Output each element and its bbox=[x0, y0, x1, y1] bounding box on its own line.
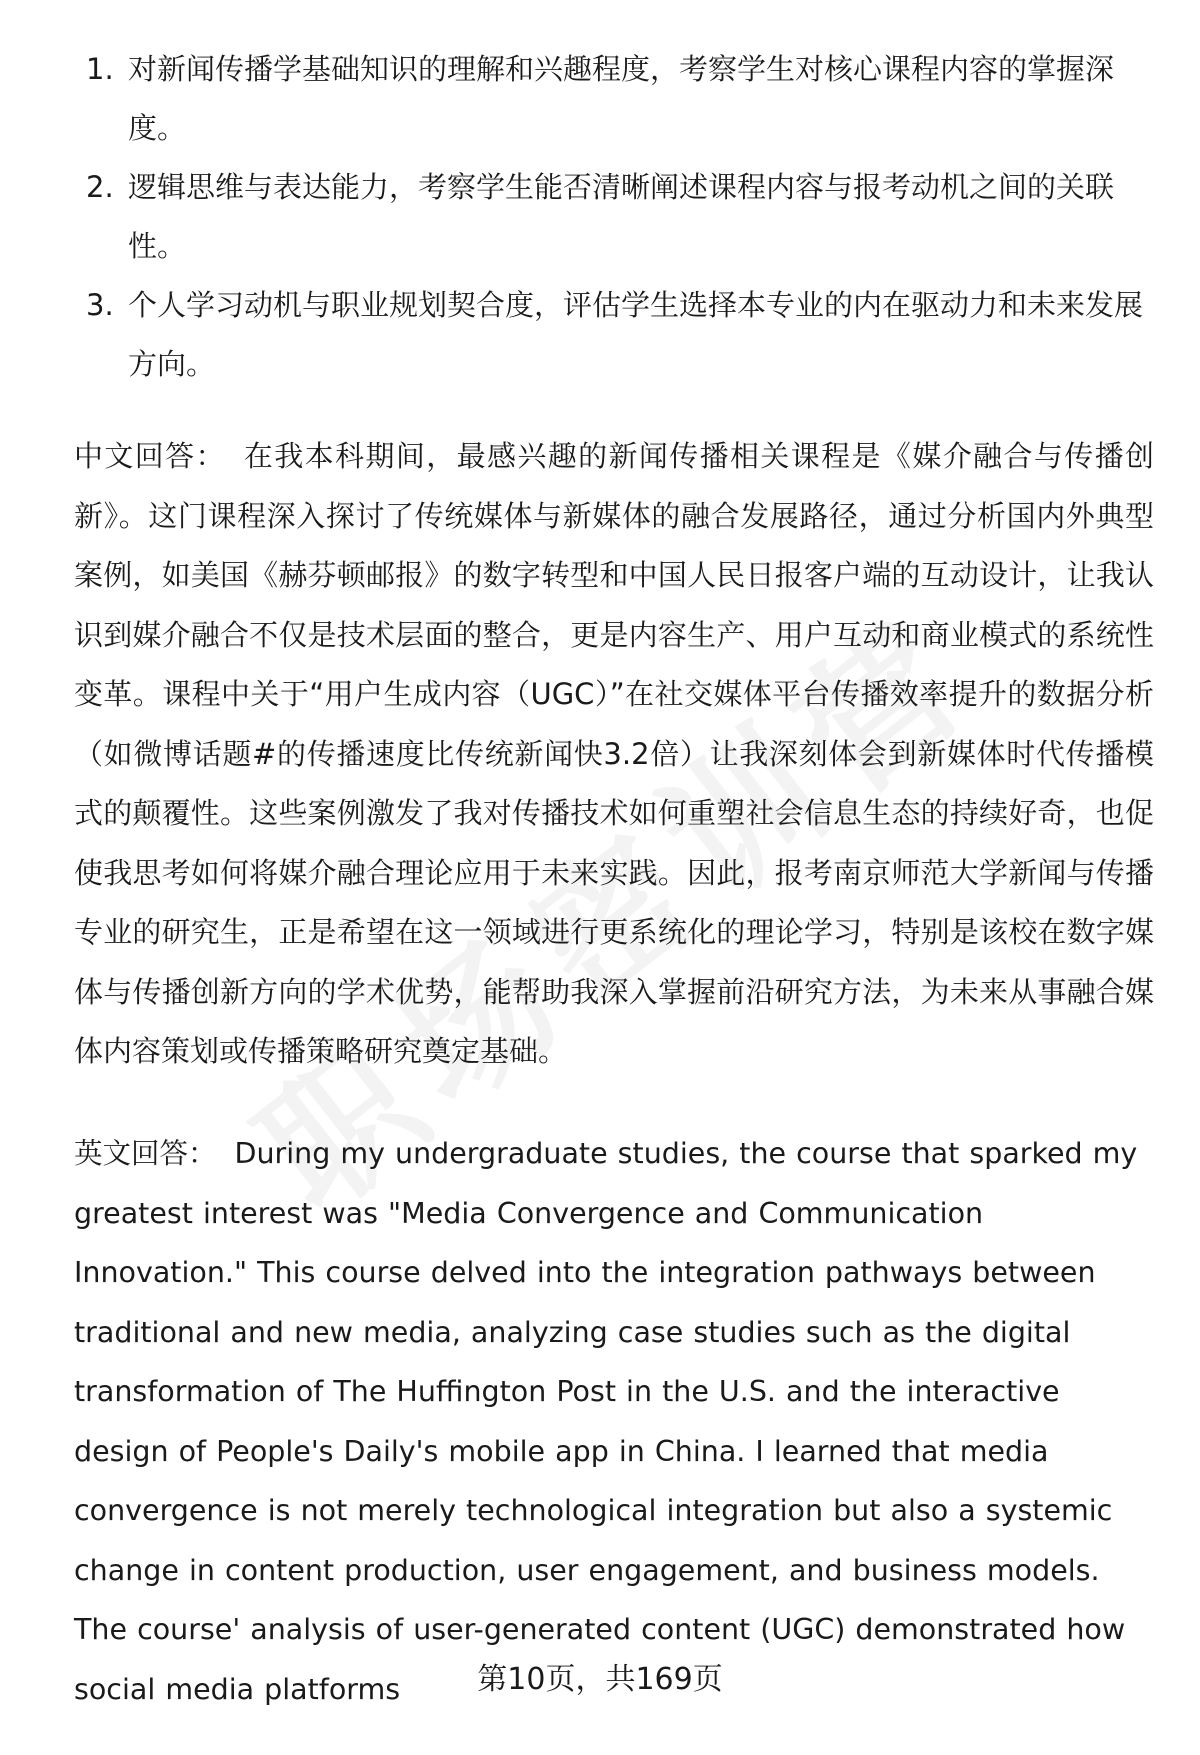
chinese-answer-label: 中文回答： bbox=[74, 439, 226, 473]
list-item bbox=[74, 40, 1154, 158]
english-answer-text: During my undergraduate studies, the course that sparked my greatest interest was "Media Convergence and Communication Innovation." This course delved into the integration pathways between traditional and new media, analyzing case studies such as the digital transformation of The Huffington Post in the U.S. and the interactive design of People's Daily's mobile app in China. I learned that media convergence is not merely technological integration but also a systemic change in content production, user engagement, and business models. The course' analysis of user-generated content (UGC) demonstrated how social media platforms bbox=[74, 1137, 1138, 1706]
page-number: 第10页，共169页 bbox=[477, 1662, 723, 1697]
list-number: 1. bbox=[86, 52, 114, 86]
chinese-answer-text: 在我本科期间，最感兴趣的新闻传播相关课程是《媒介融合与传播创新》。这门课程深入探讨了传统媒体与新媒体的融合发展路径，通过分析国内外典型案例，如美国《赫芬顿邮报》的数字转型和中国人民日报客户端的互动设计，让我认识到媒介融合不仅是技术层面的整合，更是内容生产、用户互动和商业模式的系统性变革。课程中关于“用户生成内容（UGC）”在社交媒体平台传播效率提升的数据分析（如微博话题#的传播速度比传统新闻快3.2倍）让我深刻体会到新媒体时代传播模式的颠覆性。这些案例激发了我对传播技术如何重塑社会信息生态的持续好奇，也促使我思考如何将媒介融合理论应用于未来实践。因此，报考南京师范大学新闻与传播专业的研究生，正是希望在这一领域进行更系统化的理论学习，特别是该校在数字媒体与传播创新方向的学术优势，能帮助我深入掌握前沿研究方法，为未来从事融合媒体内容策划或传播策略研究奠定基础。 bbox=[74, 439, 1154, 1068]
list-text: 逻辑思维与表达能力，考察学生能否清晰阐述课程内容与报考动机之间的关联性。 bbox=[128, 170, 1115, 263]
list-text: 对新闻传播学基础知识的理解和兴趣程度，考察学生对核心课程内容的掌握深度。 bbox=[128, 52, 1115, 145]
list-item bbox=[74, 276, 1154, 394]
list-text: 个人学习动机与职业规划契合度，评估学生选择本专业的内在驱动力和未来发展方向。 bbox=[128, 288, 1144, 381]
english-answer-paragraph bbox=[74, 1124, 1154, 1719]
list-number: 3. bbox=[86, 288, 114, 322]
chinese-answer-paragraph bbox=[74, 427, 1154, 1082]
page-footer bbox=[0, 1660, 1200, 1700]
criteria-list bbox=[74, 40, 1154, 394]
list-number: 2. bbox=[86, 170, 114, 204]
list-item bbox=[74, 158, 1154, 276]
english-answer-label: 英文回答： bbox=[74, 1137, 217, 1170]
